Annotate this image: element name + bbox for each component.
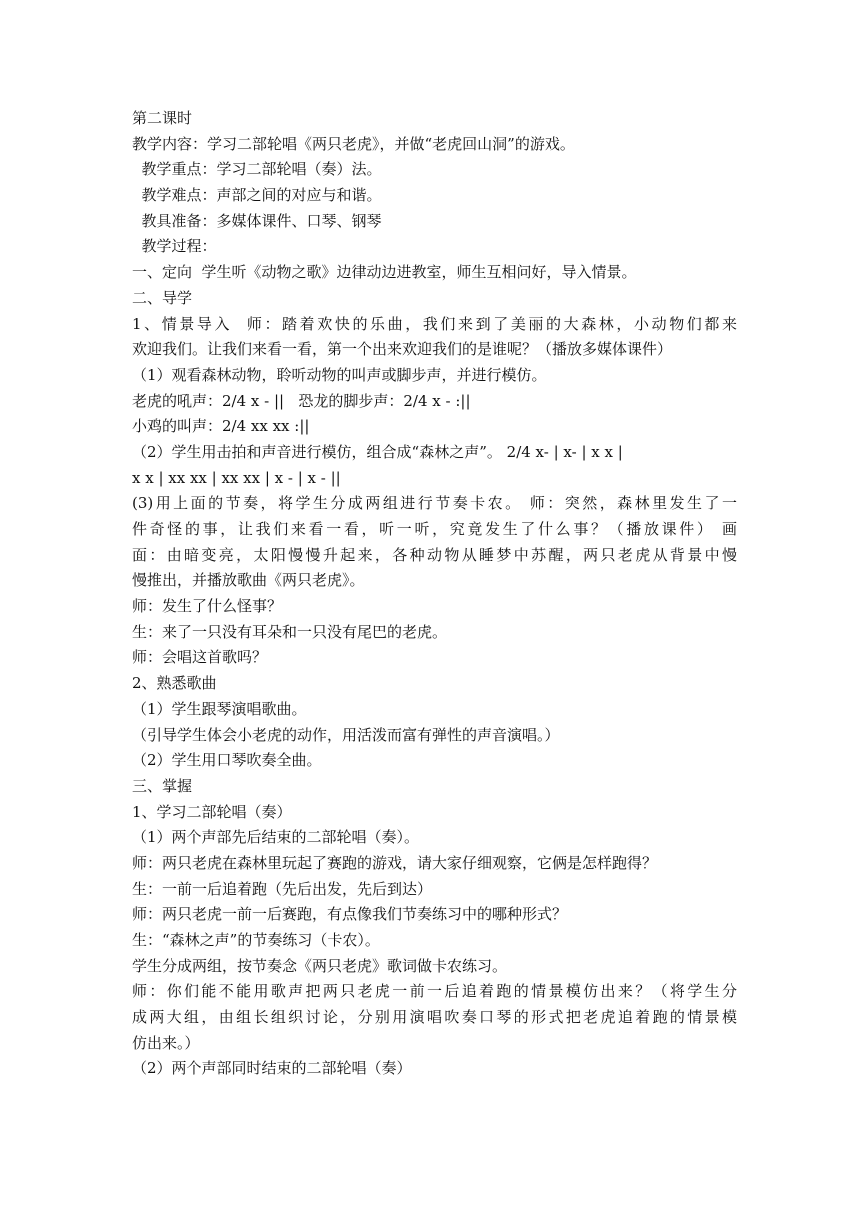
text-line: 成两大组，由组长组织讨论，分别用演唱吹奏口琴的形式把老虎追着跑的情景模 — [132, 1008, 737, 1027]
text-line: 件奇怪的事，让我们来看一看，听一听，究竟发生了什么事？（播放课件） 画 — [132, 520, 737, 538]
section-heading: 三、掌握 — [132, 776, 193, 795]
text-line: 教学过程： — [132, 237, 217, 256]
text-line: 仿出来。） — [132, 1033, 200, 1052]
rhythm-line: （2）学生用击拍和声音进行模仿，组合成“森林之声”。 2/4 x- | x- | x x | — [132, 442, 623, 461]
text-line: （1）两个声部先后结束的二部轮唱（奏）。 — [132, 828, 420, 847]
text-line: （2）学生用口琴吹奏全曲。 — [132, 751, 322, 770]
rhythm-line: x x | xx xx | xx xx | x - | x - || — [132, 468, 341, 487]
text-line: 教学重点：学习二部轮唱（奏）法。 — [132, 160, 382, 179]
text-line: (3)用上面的节奏，将学生分成两组进行节奏卡农。 师：突然，森林里发生了一 — [132, 494, 737, 513]
document-body — [132, 106, 737, 1082]
text-line: 生：“森林之声”的节奏练习（卡农）。 — [132, 931, 380, 949]
section-heading: 1、学习二部轮唱（奏） — [132, 802, 292, 821]
rhythm-line: 小鸡的叫声：2/4 xx xx :|| — [132, 417, 310, 436]
text-line: （2）两个声部同时结束的二部轮唱（奏） — [132, 1059, 412, 1078]
text-line: 师：两只老虎一前一后赛跑，有点像我们节奏练习中的哪种形式？ — [132, 905, 568, 924]
text-line: 师：两只老虎在森林里玩起了赛跑的游戏，请大家仔细观察，它俩是怎样跑得？ — [132, 853, 658, 872]
rhythm-line: 老虎的吼声：2/4 x - || 恐龙的脚步声：2/4 x - :|| — [132, 391, 471, 410]
text-line: 师：你们能不能用歌声把两只老虎一前一后追着跑的情景模仿出来？（将学生分 — [132, 982, 737, 1001]
text-line: 一、定向 学生听《动物之歌》边律动边进教室，师生互相问好，导入情景。 — [132, 263, 637, 282]
text-line: （引导学生体会小老虎的动作，用活泼而富有弹性的声音演唱。） — [132, 725, 560, 744]
text-line: 生：来了一只没有耳朵和一只没有尾巴的老虎。 — [132, 622, 448, 641]
text-line: 欢迎我们。让我们来看一看，第一个出来欢迎我们的是谁呢？（播放多媒体课件） — [132, 340, 673, 359]
section-heading: 二、导学 — [132, 288, 193, 307]
section-heading: 2、熟悉歌曲 — [132, 674, 217, 693]
text-line: 师：会唱这首歌吗？ — [132, 648, 268, 667]
text-line: 教学难点：声部之间的对应与和谐。 — [132, 186, 382, 205]
text-line: 教具准备：多媒体课件、口琴、钢琴 — [132, 211, 382, 230]
text-line: 1、情景导入 师：踏着欢快的乐曲，我们来到了美丽的大森林，小动物们都来 — [132, 314, 737, 333]
text-line: 面：由暗变亮，太阳慢慢升起来，各种动物从睡梦中苏醒，两只老虎从背景中慢 — [132, 545, 737, 564]
text-line: （1）学生跟琴演唱歌曲。 — [132, 699, 307, 718]
lesson-heading: 第二课时 — [132, 109, 193, 127]
text-line: 师：发生了什么怪事？ — [132, 597, 283, 616]
text-line: 慢推出，并播放歌曲《两只老虎》。 — [132, 571, 365, 590]
text-line: 学生分成两组，按节奏念《两只老虎》歌词做卡农练习。 — [132, 956, 508, 975]
text-line: 生：一前一后追着跑（先后出发，先后到达） — [132, 879, 433, 898]
text-line: 教学内容：学习二部轮唱《两只老虎》，并做“老虎回山洞”的游戏。 — [132, 134, 575, 153]
text-line: （1）观看森林动物，聆听动物的叫声或脚步声，并进行模仿。 — [132, 365, 547, 384]
